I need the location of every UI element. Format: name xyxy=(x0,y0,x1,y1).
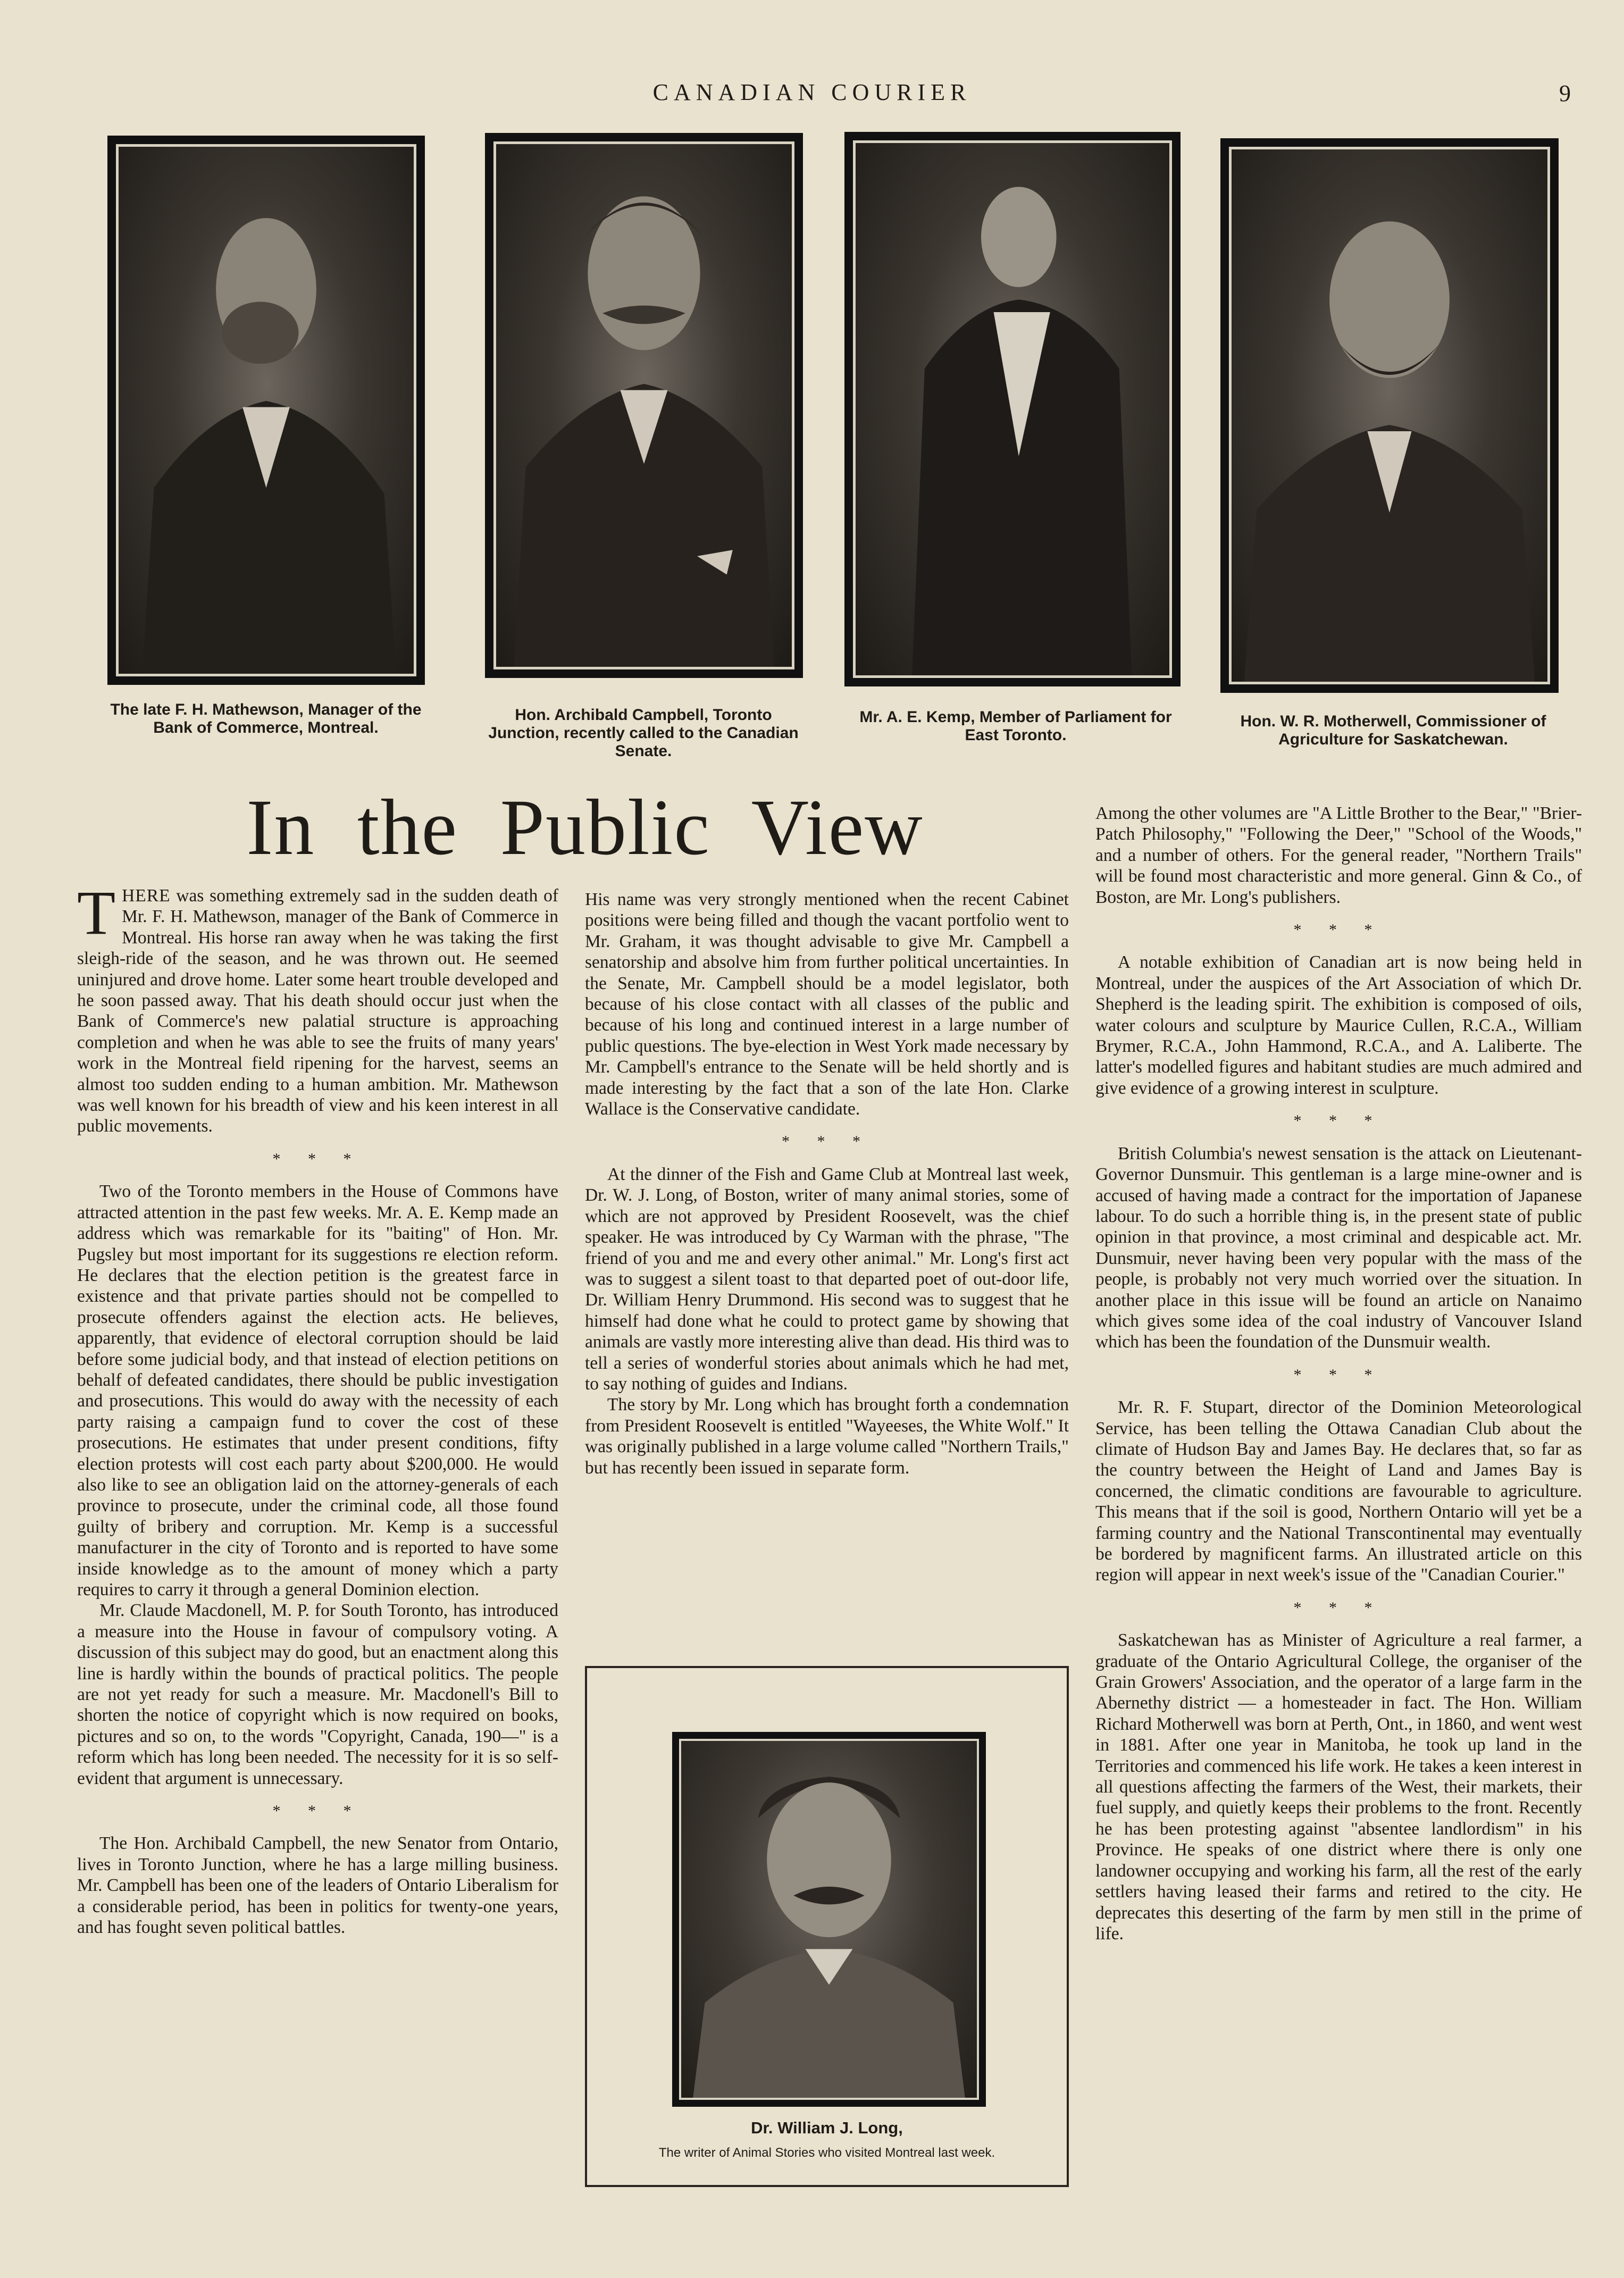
portrait-long xyxy=(672,1732,986,2107)
article-paragraph: A notable exhibition of Canadian art is now being held in Montreal, under the auspices of the Art Association of which Dr. Shepherd is the leading spirit. The exhibition is composed of oils, water colours and sculpture by Maurice Cullen, R.C.A., William Brymer, R.C.A., John Hammond, R.C.A., and A. Laliberte. The latter's modelled figures and habitant studies are much admired and give evidence of a growing interest in sculpture. xyxy=(1095,952,1582,1098)
portrait-silhouette xyxy=(119,147,414,674)
portrait-silhouette xyxy=(1232,149,1547,682)
column-1 xyxy=(77,878,558,1938)
portrait-caption-1: The late F. H. Mathewson, Manager of the Bank of Commerce, Montreal. xyxy=(110,701,422,736)
portrait-kemp xyxy=(844,132,1181,686)
portrait-motherwell xyxy=(1220,138,1559,693)
article-paragraph: At the dinner of the Fish and Game Club at Montreal last week, Dr. W. J. Long, of Boston, writer of many animal stories, some of which are not approved by President Roosevelt, was the chief speaker. He was introduced by Cy Warman with the phrase, "The friend of you and me and every other animal." Mr. Long's first act was to suggest a silent toast to that departed poet of out-door life, Dr. William Henry Drummond. His second was to suggest that he himself had done what he could to protect game by showing that animals are vastly more interesting alive than dead. His third was to tell a series of wonderful stories about animals which he had met, to say nothing of guides and Indians. xyxy=(585,1164,1069,1394)
long-photo-box xyxy=(585,1666,1069,2187)
portrait-caption-2: Hon. Archibald Campbell, Toronto Junction, recently called to the Canadian Senate. xyxy=(488,706,799,760)
portrait-caption-3: Mr. A. E. Kemp, Member of Parliament for East Toronto. xyxy=(859,708,1172,744)
page-headline: In the Public View xyxy=(246,783,924,872)
section-separator: * * * xyxy=(1293,1112,1384,1130)
article-paragraph: Two of the Toronto members in the House of Commons have attracted attention in the past few weeks. Mr. A. E. Kemp made an address which was remarkable for its "baiting" of Hon. Mr. Pugsley but most important for its suggestions re election reform. He declares that the election petition is the greatest farce in existence and that private parties should not be compelled to prosecute offenders against the election acts. He believes, apparently, that evidence of electoral corruption should be laid before some judicial body, and that instead of election petitions on behalf of defeated candidates, there should be public investigation and prosecutions. This would do away with the necessity of each party raising a campaign fund to cover the cost of these prosecutions. He estimates that under present conditions, fifty election protests will cost each party about $200,000. He would also like to see an obligation laid on the attorney-generals of each province to prosecute, under the criminal code, all those found guilty of bribery and corruption. Mr. Kemp is a successful manufacturer in the city of Toronto and is reported to have some inside knowledge as to the amount of money which a party requires to carry it through a general Dominion election. xyxy=(77,1182,558,1599)
long-photo-name: Dr. William J. Long, xyxy=(751,2118,903,2137)
page-number: 9 xyxy=(1559,80,1571,106)
article-paragraph: Mr. Claude Macdonell, M. P. for South Toronto, has introduced a measure into the House in favour of compulsory voting. A discussion of this subject may do good, but an enactment along this line is hardly within the bounds of practical politics. The people are not yet ready for such a measure. Mr. Macdonell's Bill to shorten the notice of copyright which is now required on books, pictures and so on, to the words "Copyright, Canada, 190—" is a reform which has long been needed. The necessity for it is so self-evident that argument is unnecessary. xyxy=(77,1601,558,1788)
long-photo-caption: The writer of Animal Stories who visited Montreal last week. xyxy=(658,2146,995,2160)
article-paragraph: The story by Mr. Long which has brought forth a condemnation from President Roosevelt is entitled "Wayeeses, the White Wolf." It was originally published in a large volume called "Northern Trails," but has recently been issued in separate form. xyxy=(585,1395,1069,1478)
portrait-mathewson xyxy=(107,136,425,685)
article-paragraph: Mr. R. F. Stupart, director of the Dominion Meteorological Service, has been telling the Ottawa Canadian Club about the climate of Hudson Bay and James Bay. He declares that, so far as the country between the Height of Land and James Bay is concerned, the climatic conditions are favourable to agriculture. This means that if the soil is good, Northern Ontario will yet be a farming country and the National Transcontinental may eventually be bordered by magnificent farms. An illustrated article on this region will appear in next week's issue of the "Canadian Courier." xyxy=(1095,1397,1582,1585)
portrait-caption-4: Hon. W. R. Motherwell, Commissioner of Agriculture for Saskatchewan. xyxy=(1240,713,1546,748)
article-paragraph: His name was very strongly mentioned when the recent Cabinet positions were being filled and though the vacant portfolio went to Mr. Graham, it was thought advisable to give Mr. Campbell a senatorship and absolve him from further political uncertainties. In the Senate, Mr. Campbell should be a model legislator, both because of his close contact with all classes of the public and because of his long and continued interest in a large number of public questions. The bye-election in West York made necessary by Mr. Campbell's entrance to the Senate will be held shortly and is made interesting by the fact that a son of the late Hon. Clarke Wallace is the Conservative candidate. xyxy=(585,890,1069,1119)
article-paragraph: Among the other volumes are "A Little Brother to the Bear," "Brier-Patch Philosophy," "Following the Deer," "School of the Woods," and a number of others. For the general reader, "Northern Trails" will be found most characteristic and more general. Ginn & Co., of Boston, are Mr. Long's publishers. xyxy=(1095,803,1582,907)
portrait-campbell xyxy=(485,133,803,678)
section-separator: * * * xyxy=(1293,1366,1384,1384)
article-paragraph: British Columbia's newest sensation is the attack on Lieutenant-Governor Dunsmuir. This gentleman is a large mine-owner and is accused of having made a contract for the importation of Japanese labour. To do such a horrible thing is, in the present state of public opinion in that province, a most criminal and despicable act. Mr. Dunsmuir, never having been very popular with the mass of the people, is probably not very much worried over the situation. In another place in this issue will be found an article on Nanaimo which gives some idea of the coal industry of Vancouver Island which has been the foundation of the Dunsmuir wealth. xyxy=(1095,1143,1582,1352)
section-separator: * * * xyxy=(1293,1598,1384,1617)
section-separator: * * * xyxy=(272,1802,363,1820)
section-separator: * * * xyxy=(272,1150,363,1168)
portrait-silhouette xyxy=(856,143,1169,675)
publication-name: CANADIAN COURIER xyxy=(652,79,972,105)
article-paragraph: Saskatchewan has as Minister of Agriculture a real farmer, a graduate of the Ontario Agricultural College, the organiser of the Grain Growers' Association, and the operator of a large farm in the Abernethy district — a homesteader in fact. The Hon. William Richard Motherwell was born at Perth, Ont., in 1860, and went west in 1881. After one year in Manitoba, he took up land in the Territories and commenced his life work. He takes a keen interest in all questions affecting the farmers of the West, their markets, their fuel supply, and quietly keeps their problems to the front. Recently he has been protesting against "absentee landlordism" in his Province. He speaks of one district where there is only one landowner occupying and working his farm, all the rest of the early settlers having leased their farms and retired to the city. He deprecates this deserting of the farm by men still in the prime of life. xyxy=(1095,1630,1582,1944)
section-separator: * * * xyxy=(782,1133,872,1151)
column-2 xyxy=(585,889,1069,1478)
article-paragraph: THERE was something extremely sad in the sudden death of Mr. F. H. Mathewson, manager of the Bank of Commerce in Montreal. His horse ran away when he was taking the first sleigh-ride of the season, and he was thrown out. He seemed uninjured and drove home. Later some heart trouble developed and he soon passed away. That his death should occur just when the Bank of Commerce's new palatial structure is approaching completion and when he was able to see the fruits of many years' work in the Montreal field ripening for the harvest, seems an almost too sudden ending to a human ambition. Mr. Mathewson was well known for his breadth of view and his keen interest in all public movements. xyxy=(77,878,558,1136)
portrait-silhouette xyxy=(496,144,792,667)
drop-cap: T xyxy=(77,878,116,948)
column-3 xyxy=(1095,803,1582,1944)
article-paragraph: The Hon. Archibald Campbell, the new Senator from Ontario, lives in Toronto Junction, where he has a large milling business. Mr. Campbell has been one of the leaders of Ontario Liberalism for a considerable period, has been in politics for twenty-one years, and has fought seven political battles. xyxy=(77,1833,558,1938)
section-separator: * * * xyxy=(1293,921,1384,939)
portrait-silhouette xyxy=(681,1741,977,2098)
